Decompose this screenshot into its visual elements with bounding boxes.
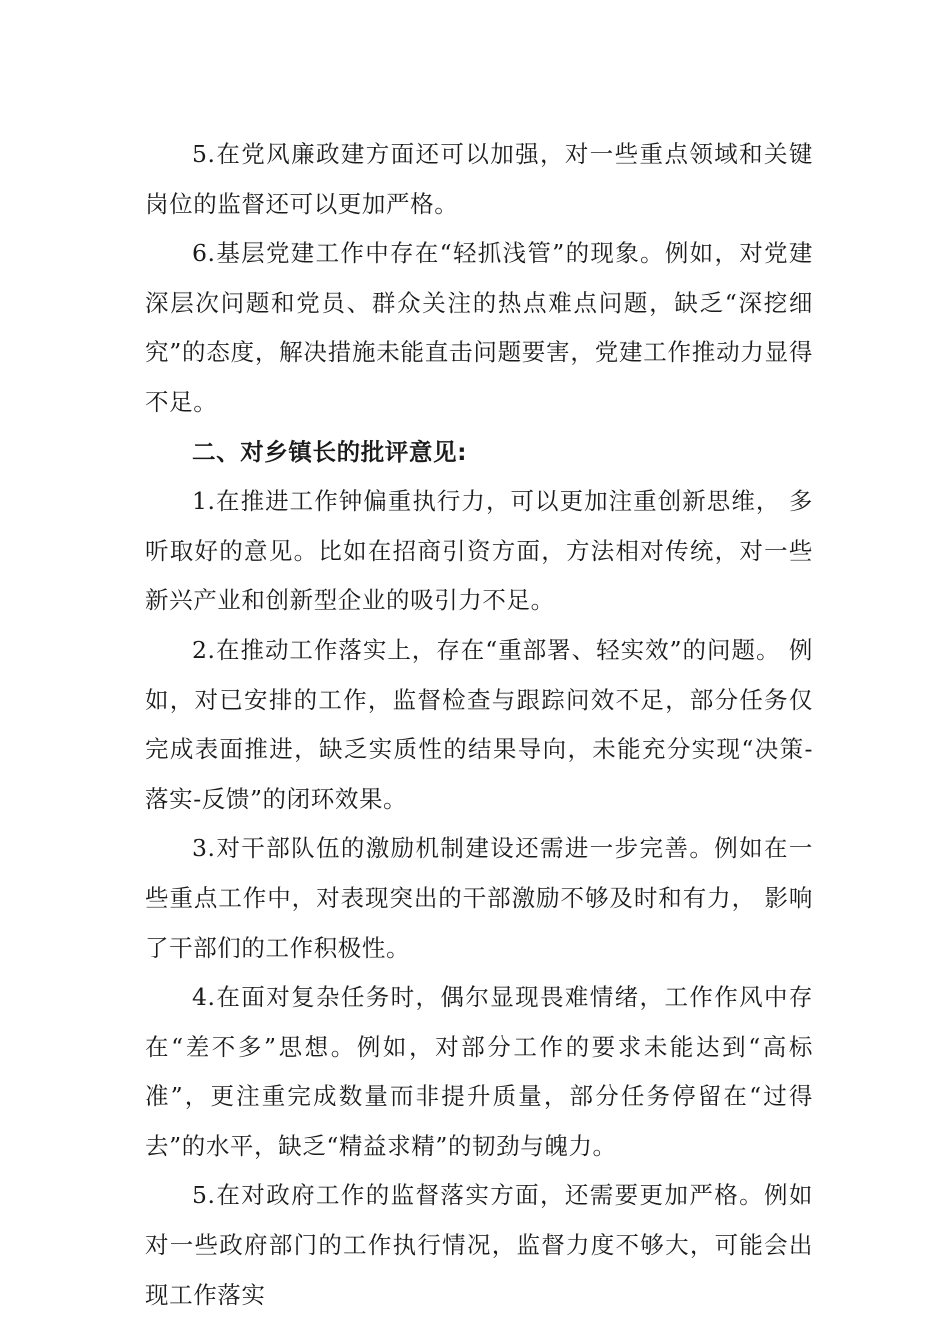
paragraph-implementation: 2.在推动工作落实上，存在“重部署、轻实效”的问题。 例如，对已安排的工作，监督检查与跟踪问效不足，部分任务仅完成表面推进，缺乏实质性的结果导向，未能充分实现“决策-落实-反馈”的闭环效果。 [145, 635, 813, 813]
paragraph-work-style: 4.在面对复杂任务时，偶尔显现畏难情绪，工作作风中存在“差不多”思想。例如，对部分工作的要求未能达到“高标准”，更注重完成数量而非提升质量，部分任务停留在“过得去”的水平，缺乏“精益求精”的韧劲与魄力。 [145, 983, 813, 1160]
document-body [145, 130, 813, 1320]
section-heading: 二、对乡镇长的批评意见: [192, 437, 468, 466]
paragraph-grassroots-party-building: 6.基层党建工作中存在“轻抓浅管”的现象。例如，对党建深层次问题和党员、群众关注的热点难点问题，缺乏“深挖细究”的态度，解决措施未能直击问题要害，党建工作推动力显得不足。 [145, 239, 813, 416]
paragraph-supervision: 5.在对政府工作的监督落实方面，还需要更加严格。例如对一些政府部门的工作执行情况，监督力度不够大，可能会出现工作落实 [145, 1181, 813, 1309]
paragraph-innovation: 1.在推进工作钟偏重执行力，可以更加注重创新思维， 多听取好的意见。比如在招商引资方面，方法相对传统，对一些新兴产业和创新型企业的吸引力不足。 [145, 487, 813, 615]
paragraph-party-integrity: 5.在党风廉政建方面还可以加强，对一些重点领域和关键岗位的监督还可以更加严格。 [145, 140, 813, 218]
paragraph-incentive-mechanism: 3.对干部队伍的激励机制建设还需进一步完善。例如在一些重点工作中，对表现突出的干部激励不够及时和有力， 影响了干部们的工作积极性。 [145, 834, 813, 962]
